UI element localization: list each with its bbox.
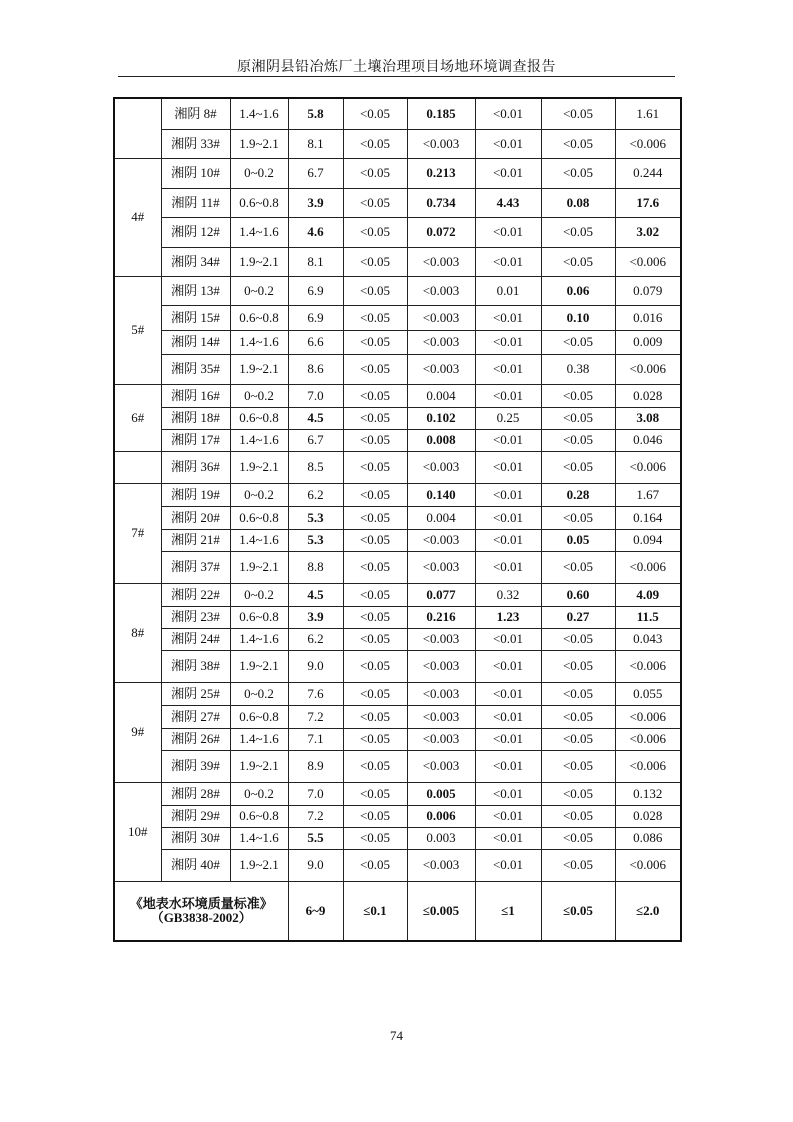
value-cell: <0.05 [343, 429, 407, 451]
table-row [114, 429, 681, 451]
value-cell: 11.5 [615, 606, 681, 628]
value-cell: 0.216 [407, 606, 475, 628]
sample-depth-cell: 0~0.2 [230, 782, 288, 805]
value-cell: <0.01 [475, 429, 541, 451]
value-cell: <0.006 [615, 129, 681, 158]
table-row [114, 551, 681, 583]
sample-name-cell: 湘阴 33# [161, 129, 230, 158]
value-cell: <0.003 [407, 330, 475, 354]
value-cell: 4.09 [615, 583, 681, 606]
value-cell: <0.003 [407, 305, 475, 330]
value-cell: <0.003 [407, 451, 475, 483]
value-cell: 0.185 [407, 98, 475, 129]
sample-name-cell: 湘阴 30# [161, 827, 230, 849]
sample-name-cell: 湘阴 12# [161, 217, 230, 247]
value-cell: 0.132 [615, 782, 681, 805]
sample-name-cell: 湘阴 37# [161, 551, 230, 583]
value-cell: 0.38 [541, 354, 615, 384]
value-cell: <0.05 [541, 650, 615, 682]
value-cell: <0.05 [343, 483, 407, 506]
value-cell: 5.3 [288, 506, 343, 529]
value-cell: <0.003 [407, 354, 475, 384]
value-cell: <0.05 [343, 506, 407, 529]
value-cell: <0.006 [615, 354, 681, 384]
value-cell: 6.7 [288, 429, 343, 451]
value-cell: <0.003 [407, 705, 475, 728]
value-cell: <0.05 [343, 650, 407, 682]
value-cell: <0.003 [407, 529, 475, 551]
sample-depth-cell: 0.6~0.8 [230, 305, 288, 330]
sample-depth-cell: 1.9~2.1 [230, 849, 288, 881]
value-cell: <0.006 [615, 650, 681, 682]
sample-name-cell: 湘阴 28# [161, 782, 230, 805]
sample-depth-cell: 1.9~2.1 [230, 750, 288, 782]
value-cell: <0.003 [407, 750, 475, 782]
table-row [114, 305, 681, 330]
value-cell: <0.006 [615, 750, 681, 782]
value-cell: 0.072 [407, 217, 475, 247]
sample-name-cell: 湘阴 21# [161, 529, 230, 551]
value-cell: <0.01 [475, 805, 541, 827]
value-cell: <0.003 [407, 551, 475, 583]
group-label-cell: 8# [114, 583, 161, 682]
value-cell: 0.004 [407, 506, 475, 529]
value-cell: 8.1 [288, 129, 343, 158]
value-cell: <0.05 [541, 728, 615, 750]
value-cell: <0.05 [343, 384, 407, 407]
standard-value-cell: ≤0.05 [541, 881, 615, 941]
sample-depth-cell: 1.4~1.6 [230, 217, 288, 247]
value-cell: <0.05 [343, 305, 407, 330]
value-cell: <0.05 [541, 705, 615, 728]
table-row [114, 276, 681, 305]
standard-label-cell [114, 881, 288, 941]
value-cell: 9.0 [288, 650, 343, 682]
value-cell: <0.01 [475, 628, 541, 650]
group-label-cell: 5# [114, 276, 161, 384]
sample-name-cell: 湘阴 23# [161, 606, 230, 628]
value-cell: 6.6 [288, 330, 343, 354]
sample-name-cell: 湘阴 34# [161, 247, 230, 276]
value-cell: 0.32 [475, 583, 541, 606]
value-cell: 0.028 [615, 805, 681, 827]
value-cell: <0.01 [475, 451, 541, 483]
group-label-cell [114, 451, 161, 483]
table-row [114, 650, 681, 682]
value-cell: 7.2 [288, 705, 343, 728]
value-cell: <0.05 [541, 129, 615, 158]
sample-depth-cell: 0.6~0.8 [230, 506, 288, 529]
value-cell: <0.05 [343, 606, 407, 628]
value-cell: <0.05 [343, 188, 407, 217]
sample-depth-cell: 0.6~0.8 [230, 407, 288, 429]
value-cell: 0.244 [615, 158, 681, 188]
value-cell: 8.9 [288, 750, 343, 782]
value-cell: <0.01 [475, 129, 541, 158]
table-row [114, 98, 681, 129]
sample-depth-cell: 1.9~2.1 [230, 129, 288, 158]
value-cell: 1.23 [475, 606, 541, 628]
value-cell: 0.046 [615, 429, 681, 451]
value-cell: <0.05 [343, 247, 407, 276]
value-cell: 7.2 [288, 805, 343, 827]
sample-depth-cell: 0.6~0.8 [230, 705, 288, 728]
sample-name-cell: 湘阴 19# [161, 483, 230, 506]
table-row [114, 529, 681, 551]
value-cell: 5.3 [288, 529, 343, 551]
sample-depth-cell: 0~0.2 [230, 158, 288, 188]
sample-depth-cell: 1.4~1.6 [230, 330, 288, 354]
value-cell: <0.05 [541, 330, 615, 354]
table-row [114, 451, 681, 483]
value-cell: 0.05 [541, 529, 615, 551]
value-cell: <0.05 [541, 628, 615, 650]
value-cell: <0.05 [343, 827, 407, 849]
value-cell: <0.01 [475, 551, 541, 583]
value-cell: 0.140 [407, 483, 475, 506]
value-cell: 8.5 [288, 451, 343, 483]
sample-name-cell: 湘阴 38# [161, 650, 230, 682]
value-cell: <0.006 [615, 451, 681, 483]
value-cell: <0.01 [475, 158, 541, 188]
value-cell: 8.8 [288, 551, 343, 583]
value-cell: 3.08 [615, 407, 681, 429]
value-cell: <0.05 [343, 451, 407, 483]
value-cell: <0.01 [475, 217, 541, 247]
value-cell: <0.006 [615, 849, 681, 881]
sample-depth-cell: 0~0.2 [230, 682, 288, 705]
value-cell: 0.25 [475, 407, 541, 429]
sample-name-cell: 湘阴 22# [161, 583, 230, 606]
value-cell: 4.5 [288, 583, 343, 606]
sample-name-cell: 湘阴 40# [161, 849, 230, 881]
value-cell: 0.009 [615, 330, 681, 354]
value-cell: <0.05 [541, 429, 615, 451]
value-cell: <0.05 [343, 217, 407, 247]
value-cell: 7.0 [288, 782, 343, 805]
value-cell: 4.5 [288, 407, 343, 429]
sample-depth-cell: 0~0.2 [230, 583, 288, 606]
value-cell: <0.05 [541, 827, 615, 849]
sample-depth-cell: 1.4~1.6 [230, 628, 288, 650]
header-rule [118, 76, 675, 77]
table-row [114, 705, 681, 728]
value-cell: 0.734 [407, 188, 475, 217]
table-row [114, 805, 681, 827]
standard-value-cell: ≤2.0 [615, 881, 681, 941]
table-row [114, 217, 681, 247]
value-cell: 0.077 [407, 583, 475, 606]
standard-label-line2: （GB3838-2002） [150, 909, 252, 925]
value-cell: <0.05 [343, 129, 407, 158]
sample-depth-cell: 1.9~2.1 [230, 354, 288, 384]
value-cell: <0.003 [407, 849, 475, 881]
value-cell: 0.043 [615, 628, 681, 650]
table-row [114, 483, 681, 506]
value-cell: 8.6 [288, 354, 343, 384]
value-cell: <0.01 [475, 506, 541, 529]
value-cell: 4.43 [475, 188, 541, 217]
sample-name-cell: 湘阴 20# [161, 506, 230, 529]
sample-depth-cell: 1.4~1.6 [230, 827, 288, 849]
value-cell: <0.05 [343, 529, 407, 551]
sample-name-cell: 湘阴 11# [161, 188, 230, 217]
sample-depth-cell: 0.6~0.8 [230, 805, 288, 827]
value-cell: <0.05 [541, 805, 615, 827]
sample-depth-cell: 1.9~2.1 [230, 247, 288, 276]
table-row [114, 782, 681, 805]
value-cell: <0.05 [343, 849, 407, 881]
table-body [114, 98, 681, 941]
value-cell: 0.10 [541, 305, 615, 330]
value-cell: <0.01 [475, 705, 541, 728]
sample-name-cell: 湘阴 24# [161, 628, 230, 650]
table-row [114, 384, 681, 407]
value-cell: <0.05 [541, 158, 615, 188]
table-row [114, 628, 681, 650]
standard-label-line1: 《地表水环境质量标准》 [129, 895, 273, 911]
sample-name-cell: 湘阴 26# [161, 728, 230, 750]
sample-depth-cell: 1.4~1.6 [230, 429, 288, 451]
value-cell: <0.01 [475, 305, 541, 330]
sample-name-cell: 湘阴 36# [161, 451, 230, 483]
value-cell: 9.0 [288, 849, 343, 881]
sample-name-cell: 湘阴 17# [161, 429, 230, 451]
value-cell: 6.7 [288, 158, 343, 188]
sample-depth-cell: 1.9~2.1 [230, 650, 288, 682]
table-row [114, 330, 681, 354]
value-cell: 6.2 [288, 483, 343, 506]
table-row [114, 407, 681, 429]
value-cell: 6.9 [288, 305, 343, 330]
value-cell: <0.05 [541, 217, 615, 247]
value-cell: <0.05 [541, 551, 615, 583]
value-cell: 0.01 [475, 276, 541, 305]
page-number: 74 [390, 1028, 403, 1043]
soil-results-table [113, 97, 682, 942]
value-cell: <0.05 [541, 451, 615, 483]
sample-name-cell: 湘阴 15# [161, 305, 230, 330]
value-cell: <0.05 [541, 247, 615, 276]
table-row [114, 158, 681, 188]
table-row [114, 606, 681, 628]
value-cell: <0.05 [343, 330, 407, 354]
group-label-cell: 9# [114, 682, 161, 782]
value-cell: <0.01 [475, 682, 541, 705]
value-cell: 0.016 [615, 305, 681, 330]
standard-value-cell: ≤1 [475, 881, 541, 941]
value-cell: <0.05 [343, 628, 407, 650]
value-cell: 0.003 [407, 827, 475, 849]
value-cell: 17.6 [615, 188, 681, 217]
value-cell: <0.05 [541, 506, 615, 529]
sample-name-cell: 湘阴 10# [161, 158, 230, 188]
sample-depth-cell: 0~0.2 [230, 276, 288, 305]
value-cell: 0.164 [615, 506, 681, 529]
value-cell: 0.008 [407, 429, 475, 451]
value-cell: 0.094 [615, 529, 681, 551]
value-cell: 3.9 [288, 606, 343, 628]
value-cell: 0.028 [615, 384, 681, 407]
sample-name-cell: 湘阴 39# [161, 750, 230, 782]
page-header-title: 原湘阴县铅冶炼厂土壤治理项目场地环境调查报告 [237, 60, 556, 75]
value-cell: <0.05 [541, 682, 615, 705]
sample-name-cell: 湘阴 13# [161, 276, 230, 305]
value-cell: 0.08 [541, 188, 615, 217]
sample-name-cell: 湘阴 14# [161, 330, 230, 354]
value-cell: <0.05 [343, 583, 407, 606]
group-label-cell: 4# [114, 158, 161, 276]
value-cell: 0.055 [615, 682, 681, 705]
value-cell: 1.67 [615, 483, 681, 506]
value-cell: <0.05 [343, 750, 407, 782]
table-row [114, 849, 681, 881]
value-cell: <0.01 [475, 529, 541, 551]
value-cell: 7.0 [288, 384, 343, 407]
value-cell: <0.05 [343, 805, 407, 827]
value-cell: <0.05 [343, 98, 407, 129]
value-cell: <0.01 [475, 750, 541, 782]
table-row [114, 247, 681, 276]
value-cell: <0.05 [343, 354, 407, 384]
sample-name-cell: 湘阴 18# [161, 407, 230, 429]
value-cell: <0.05 [541, 407, 615, 429]
sample-depth-cell: 0.6~0.8 [230, 188, 288, 217]
table-row [114, 188, 681, 217]
value-cell: <0.006 [615, 551, 681, 583]
table-row [114, 827, 681, 849]
value-cell: <0.01 [475, 650, 541, 682]
table-row [114, 129, 681, 158]
value-cell: 0.28 [541, 483, 615, 506]
value-cell: <0.01 [475, 827, 541, 849]
sample-depth-cell: 1.4~1.6 [230, 98, 288, 129]
standard-value-cell: 6~9 [288, 881, 343, 941]
value-cell: 0.005 [407, 782, 475, 805]
table-row [114, 354, 681, 384]
value-cell: <0.05 [541, 849, 615, 881]
value-cell: <0.05 [541, 98, 615, 129]
value-cell: <0.01 [475, 782, 541, 805]
standard-value-cell: ≤0.005 [407, 881, 475, 941]
value-cell: 5.5 [288, 827, 343, 849]
value-cell: 0.27 [541, 606, 615, 628]
value-cell: 3.9 [288, 188, 343, 217]
value-cell: 6.2 [288, 628, 343, 650]
value-cell: <0.003 [407, 247, 475, 276]
value-cell: 0.079 [615, 276, 681, 305]
standard-row [114, 881, 681, 941]
value-cell: <0.05 [343, 551, 407, 583]
value-cell: 7.1 [288, 728, 343, 750]
value-cell: 5.8 [288, 98, 343, 129]
group-label-cell [114, 98, 161, 158]
value-cell: <0.003 [407, 129, 475, 158]
sample-name-cell: 湘阴 8# [161, 98, 230, 129]
sample-depth-cell: 0.6~0.8 [230, 606, 288, 628]
table-row [114, 583, 681, 606]
value-cell: 0.004 [407, 384, 475, 407]
value-cell: <0.01 [475, 849, 541, 881]
value-cell: <0.05 [541, 750, 615, 782]
value-cell: <0.01 [475, 354, 541, 384]
table-row [114, 682, 681, 705]
value-cell: 4.6 [288, 217, 343, 247]
value-cell: <0.006 [615, 705, 681, 728]
value-cell: 7.6 [288, 682, 343, 705]
value-cell: <0.01 [475, 98, 541, 129]
value-cell: 0.60 [541, 583, 615, 606]
value-cell: <0.006 [615, 247, 681, 276]
sample-depth-cell: 1.9~2.1 [230, 451, 288, 483]
value-cell: 0.006 [407, 805, 475, 827]
sample-name-cell: 湘阴 29# [161, 805, 230, 827]
value-cell: <0.05 [343, 158, 407, 188]
value-cell: <0.05 [541, 384, 615, 407]
value-cell: <0.01 [475, 330, 541, 354]
value-cell: <0.05 [343, 782, 407, 805]
value-cell: <0.05 [541, 782, 615, 805]
value-cell: <0.05 [343, 276, 407, 305]
group-label-cell: 7# [114, 483, 161, 583]
value-cell: <0.05 [343, 407, 407, 429]
sample-depth-cell: 1.9~2.1 [230, 551, 288, 583]
table-row [114, 506, 681, 529]
value-cell: 6.9 [288, 276, 343, 305]
value-cell: <0.01 [475, 384, 541, 407]
value-cell: <0.01 [475, 483, 541, 506]
value-cell: <0.003 [407, 628, 475, 650]
value-cell: 0.102 [407, 407, 475, 429]
table-row [114, 750, 681, 782]
group-label-cell: 6# [114, 384, 161, 451]
value-cell: 0.086 [615, 827, 681, 849]
value-cell: <0.003 [407, 650, 475, 682]
value-cell: <0.05 [343, 728, 407, 750]
sample-depth-cell: 0~0.2 [230, 384, 288, 407]
sample-depth-cell: 0~0.2 [230, 483, 288, 506]
sample-name-cell: 湘阴 25# [161, 682, 230, 705]
group-label-cell: 10# [114, 782, 161, 881]
value-cell: <0.05 [343, 705, 407, 728]
value-cell: <0.006 [615, 728, 681, 750]
value-cell: 1.61 [615, 98, 681, 129]
sample-name-cell: 湘阴 35# [161, 354, 230, 384]
sample-name-cell: 湘阴 16# [161, 384, 230, 407]
sample-name-cell: 湘阴 27# [161, 705, 230, 728]
value-cell: 8.1 [288, 247, 343, 276]
value-cell: 3.02 [615, 217, 681, 247]
value-cell: <0.003 [407, 276, 475, 305]
value-cell: <0.05 [343, 682, 407, 705]
value-cell: <0.01 [475, 247, 541, 276]
standard-value-cell: ≤0.1 [343, 881, 407, 941]
value-cell: <0.01 [475, 728, 541, 750]
sample-depth-cell: 1.4~1.6 [230, 728, 288, 750]
value-cell: 0.06 [541, 276, 615, 305]
table-row [114, 728, 681, 750]
value-cell: <0.003 [407, 682, 475, 705]
sample-depth-cell: 1.4~1.6 [230, 529, 288, 551]
value-cell: <0.003 [407, 728, 475, 750]
value-cell: 0.213 [407, 158, 475, 188]
